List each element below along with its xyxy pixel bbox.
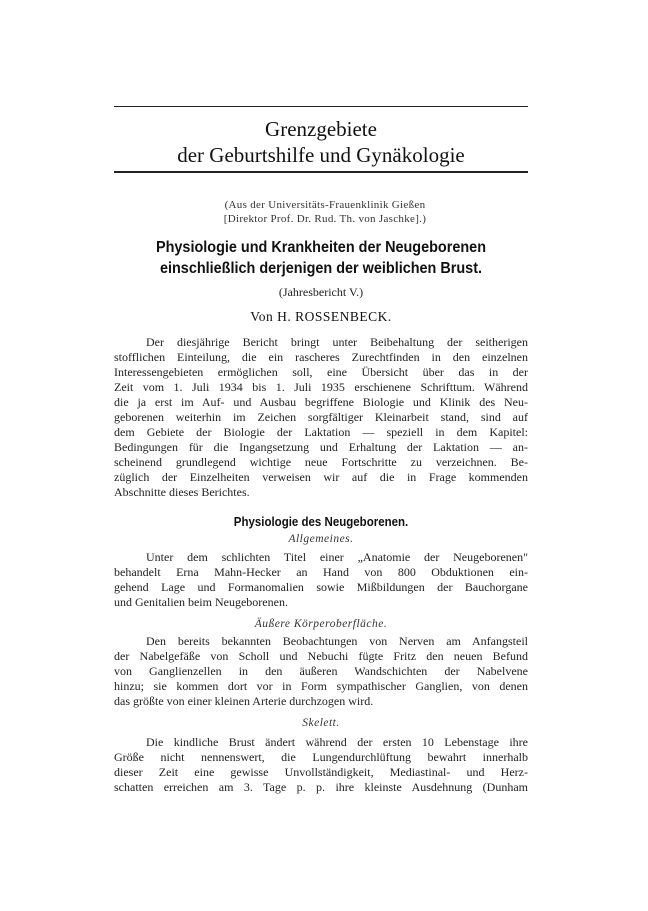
institution-line2: [Direktor Prof. Dr. Rud. Th. von Jaschke].) — [223, 213, 427, 225]
allgemeines-line: Unter dem schlichten Titel einer „Anatomie der Neugeborenen" — [146, 550, 528, 564]
intro-line: züglich der Einzelheiten verweisen wir auf die in Frage kommenden — [114, 470, 528, 484]
koerperoberflaeche-line: Den bereits bekannten Beobachtungen von Nerven am Anfangsteil — [146, 634, 528, 648]
intro-line: stofflichen Einteilung, die ein rascheres Zurechtfinden in den einzelnen — [114, 350, 528, 364]
intro-line: Der diesjährige Bericht bringt unter Beibehaltung der seitherigen — [146, 335, 528, 349]
intro-line: geborenen weiterhin im Zeichen sorgfältiger Kleinarbeit stand, sind auf — [114, 410, 528, 424]
allgemeines-line: behandelt Erna Mahn-Hecker an Hand von 800 Obduktionen ein- — [114, 565, 528, 579]
intro-line: Interessengebieten ermöglichen soll, eine Übersicht über das in der — [114, 365, 528, 379]
intro-line: Zeit vom 1. Juli 1934 bis 1. Juli 1935 erschienene Schrifttum. Während — [114, 380, 528, 394]
koerperoberflaeche-line: hinzu; sie kommen dort vor in Form sympathischer Ganglien, von denen — [114, 679, 528, 693]
intro-line: die ja erst im Auf- und Ausbau begriffene Biologie und Klinik des Neu- — [114, 395, 528, 409]
author-line: Von H. ROSSENBECK. — [250, 309, 392, 324]
koerperoberflaeche-line: von Ganglienzellen in den äußeren Wandschichten der Nabelvene — [114, 664, 528, 678]
report-label: (Jahresbericht V.) — [278, 285, 364, 299]
koerperoberflaeche-line: das größte von einer kleinen Arterie durchzogen wird. — [114, 694, 374, 708]
intro-line: dem Gebiete der Biologie der Laktation — speziell in dem Kapitel: — [114, 425, 528, 439]
skelett-line: Die kindliche Brust ändert während der ersten 10 Lebenstage ihre — [146, 735, 528, 749]
skelett-line: dieser Zeit eine gewisse Unvollständigkeit, Mediastinal- und Herz- — [114, 765, 528, 779]
institution-line1: (Aus der Universitäts-Frauenklinik Gießen — [224, 199, 426, 211]
skelett-line: schatten erreichen am 3. Tage p. p. ihre kleinste Ausdehnung (Dunham — [114, 780, 528, 794]
koerperoberflaeche-line: der Nabelgefäße von Scholl und Nebuchi fügte Fritz den neuen Befund — [114, 649, 528, 663]
header-rule-bottom — [114, 171, 528, 173]
journal-title-line2: der Geburtshilfe und Gynäkologie — [177, 143, 465, 167]
intro-line: Abschnitte dieses Berichtes. — [114, 485, 250, 499]
subsection-heading-skelett: Skelett. — [302, 717, 340, 729]
intro-line: Bedingungen für die Ingangsetzung und Erhaltung der Laktation — an- — [114, 440, 528, 454]
section-heading: Physiologie des Neugeborenen. — [233, 515, 409, 529]
skelett-line: Größe nicht nennenswert, die Lungendurchlüftung bewahrt innerhalb — [114, 750, 528, 764]
journal-title-line1: Grenzgebiete — [265, 117, 377, 141]
intro-line: scheinend grundlegend wichtige neue Fortschritte zu verzeichnen. Be- — [114, 455, 528, 469]
header-rule-top — [114, 106, 528, 107]
subsection-heading-koerperoberflaeche: Äußere Körperoberfläche. — [254, 618, 388, 630]
article-title-line1: Physiologie und Krankheiten der Neugeborenen — [155, 239, 487, 256]
subsection-heading-allgemeines: Allgemeines. — [288, 533, 354, 545]
allgemeines-line: und Genitalien beim Neugeborenen. — [114, 595, 288, 609]
allgemeines-line: gehend Lage und Formanomalien sowie Mißbildungen der Bauchorgane — [114, 580, 528, 594]
article-title-line2: einschließlich derjenigen der weiblichen Brust. — [159, 260, 483, 277]
